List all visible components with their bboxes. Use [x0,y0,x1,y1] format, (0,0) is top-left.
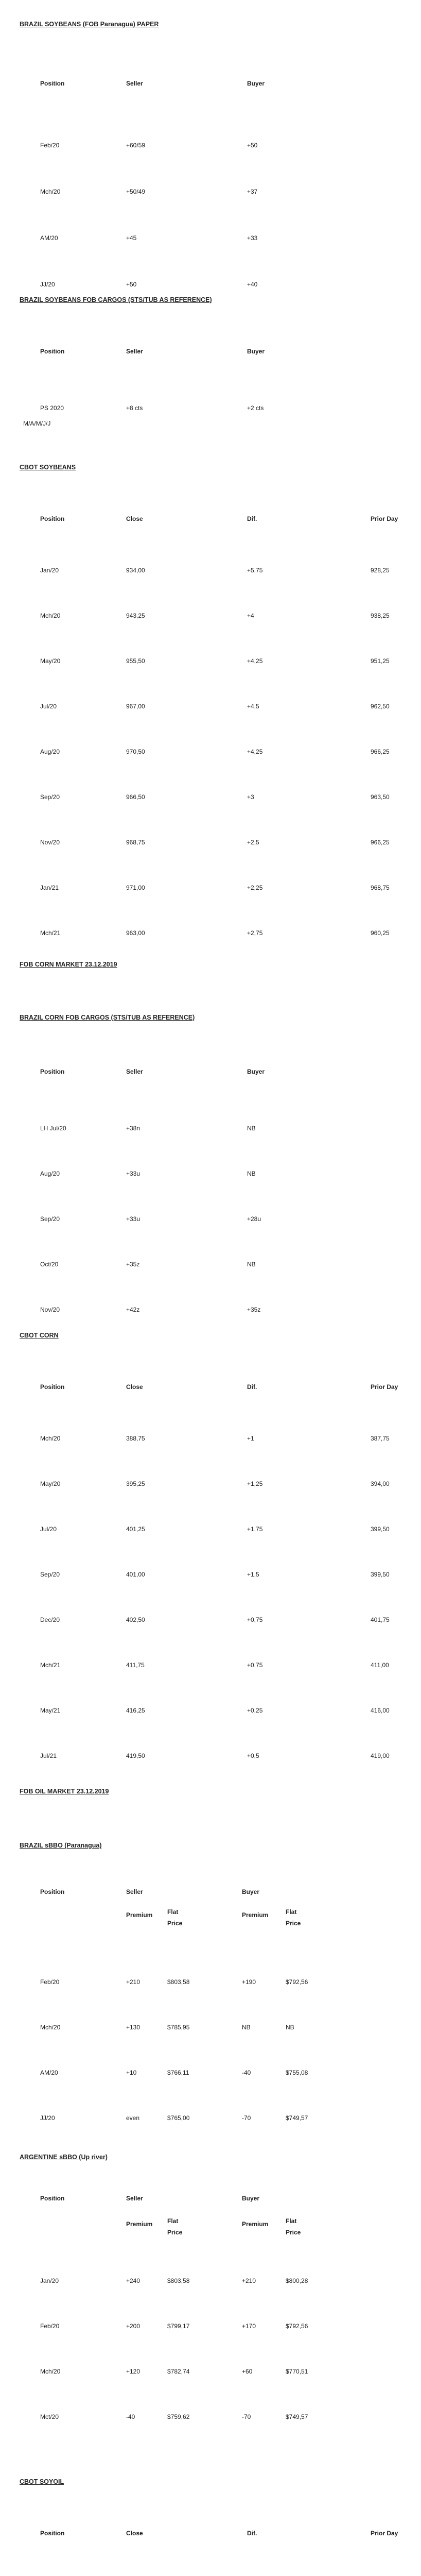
table-cell: +60/59 [126,142,146,149]
table-cell: 401,75 [371,1616,390,1623]
column-header: Dif. [247,515,257,522]
table-cell: Jan/21 [40,884,59,891]
table-cell: $749,57 [286,2413,308,2420]
table-cell: NB [286,2024,294,2031]
table-cell: Aug/20 [40,1170,60,1177]
table-cell: 955,50 [126,657,145,665]
table-cell: +8 cts [126,404,143,412]
table-cell: Jan/20 [40,567,59,574]
table-cell: LH Jul/20 [40,1125,66,1132]
cbot-soybeans-title: CBOT SOYBEANS [20,464,76,471]
table-cell: NB [247,1261,256,1268]
table-cell: +2,5 [247,839,259,846]
table-cell: Feb/20 [40,1978,60,1986]
table-cell: JJ/20 [40,2114,55,2122]
table-cell: +50 [247,142,258,149]
brazil-soybeans-fob-paper-title: BRAZIL SOYBEANS (FOB Paranagua) PAPER [20,21,159,28]
table-cell: $749,57 [286,2114,308,2122]
table-cell: Mch/20 [40,188,61,195]
table-cell: 938,25 [371,612,390,619]
column-header: Buyer [247,1068,265,1075]
table-cell: $770,51 [286,2368,308,2375]
table-cell: +50 [126,281,137,288]
table-cell: M/A/M/J/J [23,420,51,427]
table-cell: Feb/20 [40,2323,60,2330]
brazil-sbbo-title: BRAZIL sBBO (Paranagua) [20,1842,102,1849]
column-header: Position [40,2195,65,2202]
table-cell: 960,25 [371,929,390,937]
column-subheader: Flat Price [167,1908,183,1927]
table-cell: +50/49 [126,188,146,195]
table-cell: Mch/20 [40,612,61,619]
table-cell: 966,50 [126,793,145,801]
column-subheader: Flat Price [286,2217,301,2236]
column-header: Prior Day [371,1383,398,1391]
table-cell: 411,00 [371,1662,389,1669]
table-cell: AM/20 [40,2069,58,2076]
table-cell: 419,00 [371,1752,390,1759]
table-cell: Mch/20 [40,2024,61,2031]
table-cell: Sep/20 [40,1571,60,1578]
table-cell: +200 [126,2323,141,2330]
table-cell: +45 [126,234,137,242]
argentine-sbbo-title: ARGENTINE sBBO (Up river) [20,2154,108,2161]
table-cell: JJ/20 [40,281,55,288]
table-cell: +2,75 [247,929,263,937]
table-cell: +2,25 [247,884,263,891]
cbot-corn-title: CBOT CORN [20,1332,59,1339]
table-cell: Jan/20 [40,2277,59,2284]
table-cell: +42z [126,1306,140,1313]
column-header: Seller [126,2195,143,2202]
column-header: Position [40,1383,65,1391]
table-cell: 963,00 [126,929,145,937]
table-cell: Nov/20 [40,839,60,846]
table-cell: +1 [247,1435,254,1442]
table-cell: $792,56 [286,2323,308,2330]
table-cell: NB [247,1170,256,1177]
table-cell: Oct/20 [40,1261,59,1268]
table-cell: Jul/20 [40,1526,57,1533]
table-cell: Aug/20 [40,748,60,755]
table-cell: May/21 [40,1707,61,1714]
table-cell: +35z [126,1261,140,1268]
table-cell: +33u [126,1215,141,1223]
table-cell: 416,25 [126,1707,145,1714]
column-header: Position [40,2530,65,2537]
table-cell: May/20 [40,657,61,665]
table-cell: +38n [126,1125,141,1132]
table-cell: +130 [126,2024,141,2031]
table-cell: +35z [247,1306,261,1313]
column-header: Close [126,2530,143,2537]
table-cell: +33u [126,1170,141,1177]
table-cell: Nov/20 [40,1306,60,1313]
table-cell: +3 [247,793,254,801]
table-cell: 399,50 [371,1526,390,1533]
table-cell: 971,00 [126,884,145,891]
table-cell: +120 [126,2368,141,2375]
table-cell: +190 [242,1978,256,1986]
table-cell: $803,58 [167,1978,190,1986]
column-header: Seller [126,80,143,87]
table-cell: 966,25 [371,748,390,755]
table-cell: Jul/20 [40,703,57,710]
column-header: Buyer [242,1888,260,1895]
table-cell: $766,11 [167,2069,189,2076]
column-header: Position [40,1888,65,1895]
table-cell: Mct/20 [40,2413,59,2420]
table-cell: -40 [242,2069,251,2076]
table-cell: -70 [242,2114,251,2122]
table-cell: +4,5 [247,703,259,710]
table-cell: 395,25 [126,1480,145,1487]
column-subheader: Premium [242,2221,269,2228]
table-cell: $792,56 [286,1978,308,1986]
table-cell: +4 [247,612,254,619]
column-header: Position [40,348,65,355]
column-subheader: Premium [242,1911,269,1919]
table-cell: 416,00 [371,1707,390,1714]
table-cell: -70 [242,2413,251,2420]
table-cell: 951,25 [371,657,390,665]
column-header: Buyer [247,80,265,87]
table-cell: Mch/21 [40,1662,61,1669]
column-header: Buyer [242,2195,260,2202]
column-header: Close [126,515,143,522]
table-cell: +5,75 [247,567,263,574]
table-cell: +0,75 [247,1616,263,1623]
table-cell: 388,75 [126,1435,145,1442]
table-cell: +1,75 [247,1526,263,1533]
table-cell: Dec/20 [40,1616,60,1623]
table-cell: 387,75 [371,1435,390,1442]
table-cell: 970,50 [126,748,145,755]
table-cell: $785,95 [167,2024,190,2031]
table-cell: +170 [242,2323,256,2330]
brazil-soybeans-fob-cargos-title: BRAZIL SOYBEANS FOB CARGOS (STS/TUB AS REFERENCE) [20,296,212,303]
table-cell: +28u [247,1215,261,1223]
column-header: Position [40,80,65,87]
table-cell: 968,75 [371,884,390,891]
table-cell: +40 [247,281,258,288]
table-cell: +60 [242,2368,253,2375]
table-cell: 962,50 [371,703,390,710]
table-cell: 402,50 [126,1616,145,1623]
column-header: Position [40,1068,65,1075]
table-cell: +10 [126,2069,137,2076]
column-header: Close [126,1383,143,1391]
table-cell: +0,75 [247,1662,263,1669]
column-header: Dif. [247,1383,257,1391]
table-cell: 966,25 [371,839,390,846]
table-cell: even [126,2114,140,2122]
table-cell: +37 [247,188,258,195]
table-cell: +4,25 [247,657,263,665]
column-header: Dif. [247,2530,257,2537]
table-cell: -40 [126,2413,135,2420]
table-cell: $800,28 [286,2277,308,2284]
table-cell: 934,00 [126,567,145,574]
table-cell: 399,50 [371,1571,390,1578]
table-cell: $759,62 [167,2413,190,2420]
table-cell: 394,00 [371,1480,390,1487]
table-cell: NB [247,1125,256,1132]
column-header: Seller [126,1888,143,1895]
table-cell: +33 [247,234,258,242]
fob-corn-market-title: FOB CORN MARKET 23.12.2019 [20,961,117,968]
column-header: Prior Day [371,2530,398,2537]
table-cell: 401,25 [126,1526,145,1533]
table-cell: Mch/20 [40,2368,61,2375]
table-cell: $755,08 [286,2069,308,2076]
table-cell: NB [242,2024,251,2031]
table-cell: +0,25 [247,1707,263,1714]
table-cell: $782,74 [167,2368,190,2375]
table-cell: Sep/20 [40,1215,60,1223]
table-cell: +210 [242,2277,256,2284]
table-cell: PS 2020 [40,404,64,412]
column-header: Seller [126,348,143,355]
table-cell: 963,50 [371,793,390,801]
table-cell: AM/20 [40,234,58,242]
table-cell: +1,25 [247,1480,263,1487]
column-header: Buyer [247,348,265,355]
table-cell: Mch/21 [40,929,61,937]
fob-oil-market-title: FOB OIL MARKET 23.12.2019 [20,1788,109,1795]
brazil-corn-fob-cargos-title: BRAZIL CORN FOB CARGOS (STS/TUB AS REFERENCE) [20,1014,195,1021]
column-subheader: Flat Price [286,1908,301,1927]
column-subheader: Premium [126,1911,153,1919]
table-cell: 967,00 [126,703,145,710]
table-cell: $803,58 [167,2277,190,2284]
table-cell: +210 [126,1978,141,1986]
table-cell: 968,75 [126,839,145,846]
table-cell: Sep/20 [40,793,60,801]
table-cell: 928,25 [371,567,390,574]
table-cell: Mch/20 [40,1435,61,1442]
table-cell: 419,50 [126,1752,145,1759]
table-cell: Jul/21 [40,1752,57,1759]
table-cell: 943,25 [126,612,145,619]
column-header: Position [40,515,65,522]
table-cell: +2 cts [247,404,264,412]
table-cell: Feb/20 [40,142,60,149]
table-cell: 401,00 [126,1571,145,1578]
table-cell: $799,17 [167,2323,190,2330]
table-cell: +240 [126,2277,141,2284]
table-cell: May/20 [40,1480,61,1487]
table-cell: +0,5 [247,1752,259,1759]
column-header: Seller [126,1068,143,1075]
column-subheader: Flat Price [167,2217,183,2236]
cbot-soyoil-title: CBOT SOYOIL [20,2478,64,2485]
column-subheader: Premium [126,2221,153,2228]
table-cell: +4,25 [247,748,263,755]
table-cell: $765,00 [167,2114,190,2122]
table-cell: 411,75 [126,1662,145,1669]
column-header: Prior Day [371,515,398,522]
table-cell: +1,5 [247,1571,259,1578]
